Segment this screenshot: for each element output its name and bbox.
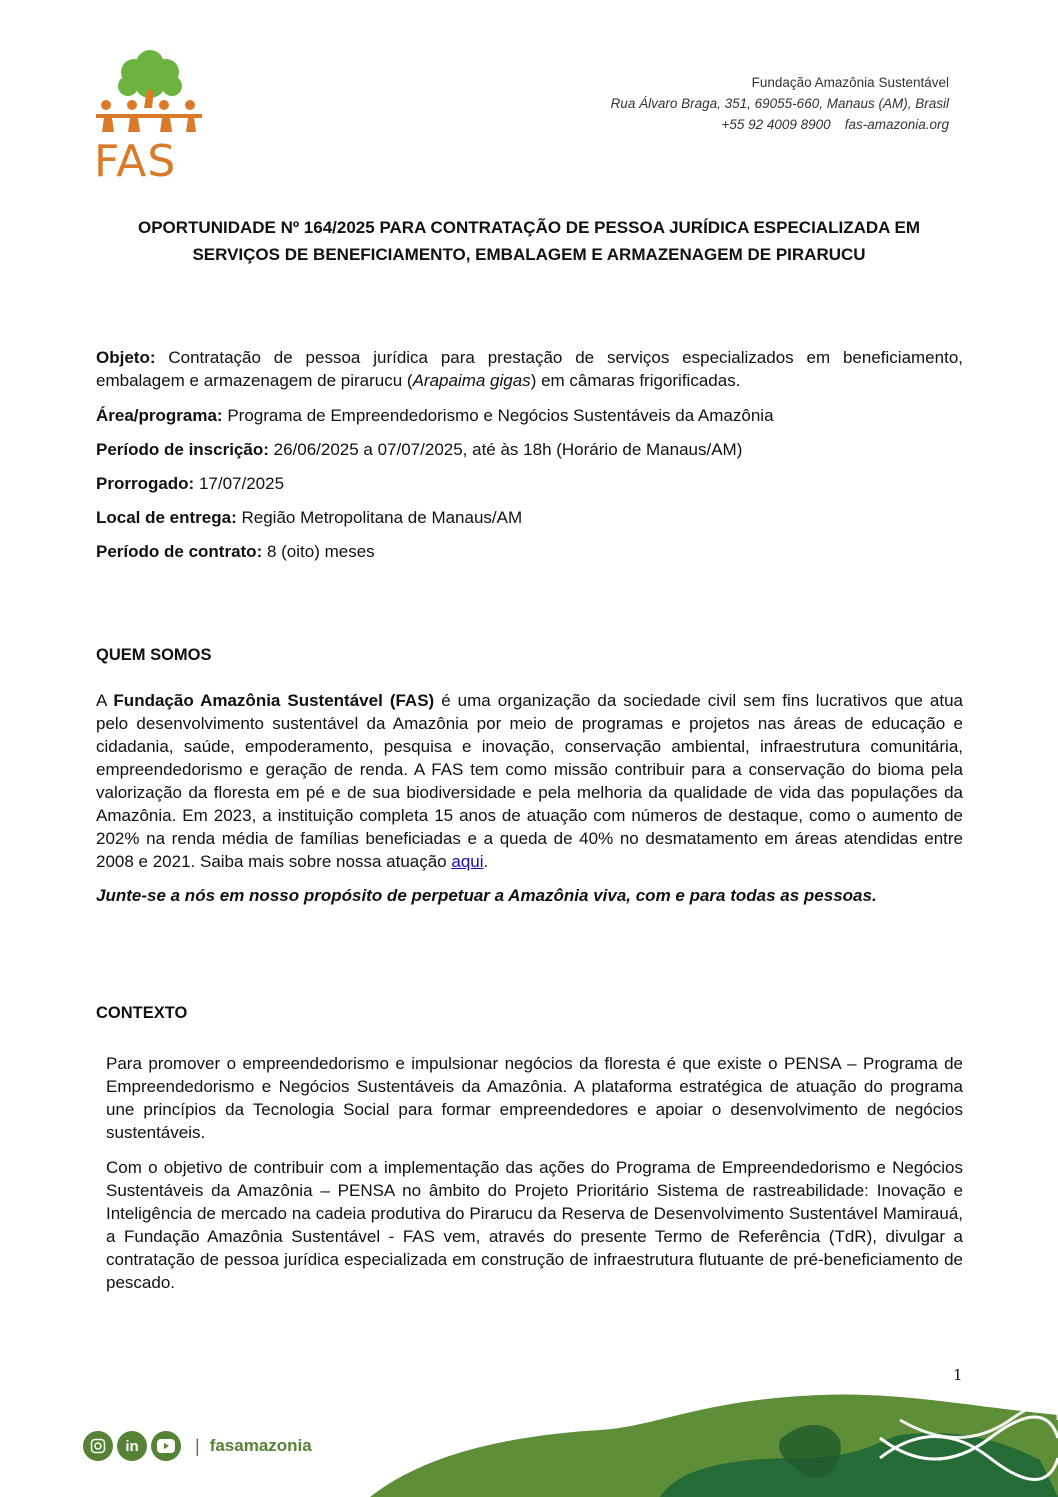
field-label: Local de entrega: (96, 508, 237, 527)
org-address: Rua Álvaro Braga, 351, 69055-660, Manaus (AM), Brasil (610, 96, 949, 111)
field-value: 8 (oito) meses (262, 542, 375, 561)
objeto-text-end: ) em câmaras frigorificadas. (530, 371, 741, 390)
quem-somos-block (96, 689, 963, 907)
quem-somos-paragraph (96, 689, 963, 873)
social-links (83, 1431, 312, 1461)
field-prorrogado (96, 472, 963, 495)
contexto-paragraph-1: Para promover o empreendedorismo e impulsionar negócios da floresta é que existe o PENSA – Programa de Empreendedorismo e Negócios Sustentáveis da Amazônia. A plataforma estratégica de atuação do programa une princípios da Tecnologia Social para formar empreendedores e apoiar o desenvolvimento de negócios sustentáveis. (106, 1054, 963, 1142)
objeto-text: Contratação de pessoa jurídica para prestação de serviços especializados em beneficiamento, embalagem e armazenagem de pirarucu ( (96, 348, 963, 390)
org-header (611, 72, 949, 135)
contexto-paragraph-2: Com o objetivo de contribuir com a implementação das ações do Programa de Empreendedorismo e Negócios Sustentáveis da Amazônia – PENSA no âmbito do Projeto Prioritário Sistema de rastreabilidade: Inovação e Inteligência de mercado na cadeia produtiva do Pirarucu da Reserva de Desenvolvimento Sustentável Mamirauá, a Fundação Amazônia Sustentável - FAS vem, através do presente Termo de Referência (TdR), divulgar a contratação de pessoa jurídica especializada em construção de infraestrutura flutuante de pré-beneficiamento de pescado. (106, 1158, 963, 1292)
title-line-1: OPORTUNIDADE Nº 164/2025 PARA CONTRATAÇÃO DE PESSOA JURÍDICA ESPECIALIZADA EM (137, 218, 921, 237)
tree-people-icon (92, 42, 207, 142)
contexto-block (106, 1052, 963, 1294)
instagram-icon[interactable] (83, 1431, 113, 1461)
species-name: Arapaima gigas (412, 371, 531, 390)
field-value: Região Metropolitana de Manaus/AM (236, 508, 523, 527)
field-inscricao (96, 438, 963, 461)
tagline: Junte-se a nós em nosso propósito de perpetuar a Amazônia viva, com e para todas as pessoas. (96, 886, 877, 905)
logo-text: FAS (94, 136, 177, 187)
page-number: 1 (953, 1366, 963, 1384)
separator: | (195, 1435, 200, 1456)
text: . (483, 852, 489, 871)
text: é uma organização da sociedade civil sem fins lucrativos que atua pelo desenvolvimento sustentável da Amazônia por meio de programas e projetos nas áreas de educação e cidadania, saúde, empoderamento, pesquisa e inovação, conservação ambiental, infraestrutura comunitária, empreendedorismo e geração de renda. A FAS tem como missão contribuir para a conservação do bioma pela valorização da floresta em pé e de sua biodiversidade e pela melhoria da qualidade de vida das populações da Amazônia. Em 2023, a instituição completa 15 anos de atuação com números de destaque, como o aumento de 202% na renda média de famílias beneficiadas e a queda de 40% no desmatamento em áreas atendidas entre 2008 e 2021. Saiba mais sobre nossa atuação (96, 691, 963, 871)
section-heading-quem-somos: QUEM SOMOS (96, 646, 212, 664)
field-local (96, 506, 963, 529)
title-line-2: SERVIÇOS DE BENEFICIAMENTO, EMBALAGEM E ARMAZENAGEM DE PIRARUCU (192, 245, 866, 264)
org-website: fas-amazonia.org (844, 117, 949, 132)
org-phone: +55 92 4009 8900 (721, 117, 831, 132)
field-label: Área/programa: (96, 406, 223, 425)
linkedin-icon[interactable]: in (117, 1431, 147, 1461)
field-value: 17/07/2025 (194, 474, 285, 493)
fas-logo (92, 42, 207, 187)
objeto-field (96, 346, 963, 392)
field-label: Prorrogado: (96, 474, 195, 493)
social-handle[interactable]: fasamazonia (209, 1436, 312, 1455)
field-value: Programa de Empreendedorismo e Negócios Sustentáveis da Amazônia (222, 406, 774, 425)
field-label: Período de inscrição: (96, 440, 269, 459)
org-name: Fundação Amazônia Sustentável (751, 75, 949, 90)
summary-block (96, 346, 963, 563)
field-label: Período de contrato: (96, 542, 263, 561)
field-area (96, 404, 963, 427)
text: A (96, 691, 114, 710)
objeto-label: Objeto: (96, 348, 156, 367)
youtube-icon[interactable] (151, 1431, 181, 1461)
learn-more-link[interactable]: aqui (451, 852, 484, 871)
field-value: 26/06/2025 a 07/07/2025, até às 18h (Horário de Manaus/AM) (268, 440, 743, 459)
org-name-bold: Fundação Amazônia Sustentável (FAS) (113, 691, 435, 710)
section-heading-contexto: CONTEXTO (96, 1004, 188, 1022)
document-title (96, 214, 962, 268)
field-contrato (96, 540, 963, 563)
